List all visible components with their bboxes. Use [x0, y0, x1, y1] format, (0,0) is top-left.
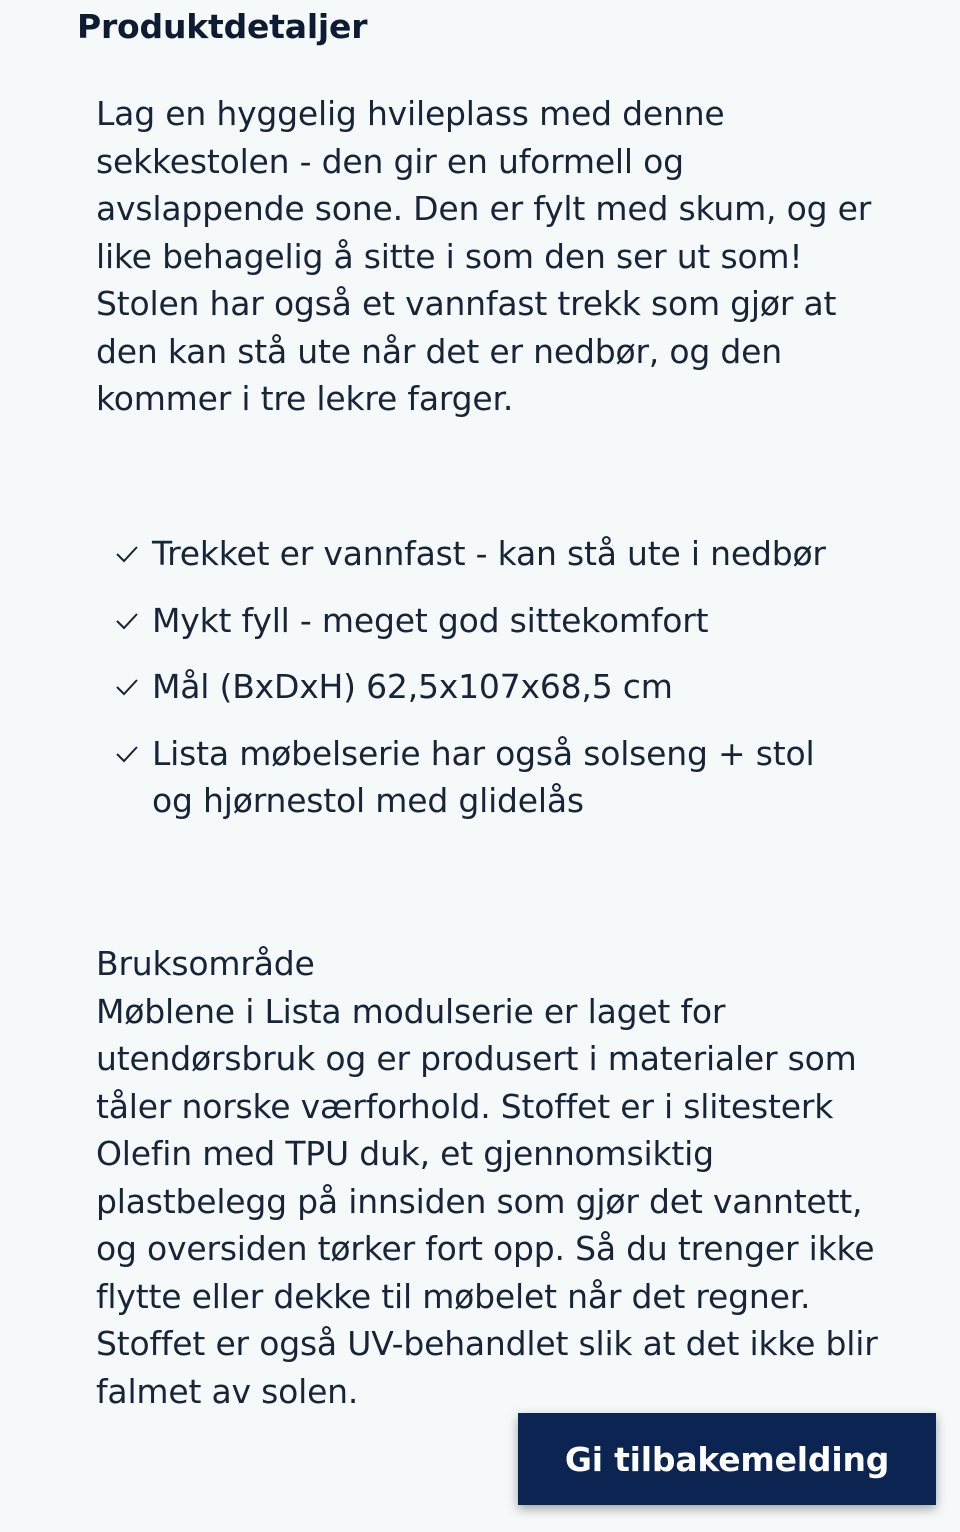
usage-title: Bruksområde: [96, 944, 315, 983]
feature-text: Mykt fyll - meget god sittekomfort: [152, 600, 709, 640]
product-description: Lag en hyggelig hvileplass med denne sekkestolen - den gir en uformell og avslappende sone. Den er fylt med skum, og er like behagelig å sitte i som den ser ut som! Stolen har også et vannfast trekk som gjør at den kan stå ute når det er nedbør, og den kommer i tre lekre farger.: [96, 94, 872, 418]
feature-item: [115, 530, 835, 578]
check-icon: [115, 677, 139, 697]
feedback-button[interactable]: Gi tilbakemelding: [518, 1413, 936, 1505]
check-icon: [115, 611, 139, 631]
feature-item: [115, 730, 835, 825]
usage-section: [96, 940, 886, 1415]
feature-item: [115, 597, 835, 645]
feature-text: Trekket er vannfast - kan stå ute i nedbør: [152, 534, 826, 573]
usage-text: Møblene i Lista modulserie er laget for utendørsbruk og er produsert i materialer som tåler norske værforhold. Stoffet er i slitesterk Olefin med TPU duk, et gjennomsiktig plastbelegg på innsiden som gjør det vanntett, og oversiden tørker fort opp. Så du trenger ikke flytte eller dekke til møbelet når det regner. Stoffet er også UV-behandlet slik at det ikke blir falmet av solen.: [96, 991, 878, 1411]
section-heading: Produktdetaljer: [77, 7, 368, 46]
feature-text: Lista møbelserie har også solseng + stol og hjørnestol med glidelås: [152, 733, 815, 820]
feature-list: [115, 530, 835, 844]
feature-item: [115, 663, 835, 711]
check-icon: [115, 544, 139, 564]
check-icon: [115, 744, 139, 764]
feature-text: Mål (BxDxH) 62,5x107x68,5 cm: [152, 667, 673, 706]
